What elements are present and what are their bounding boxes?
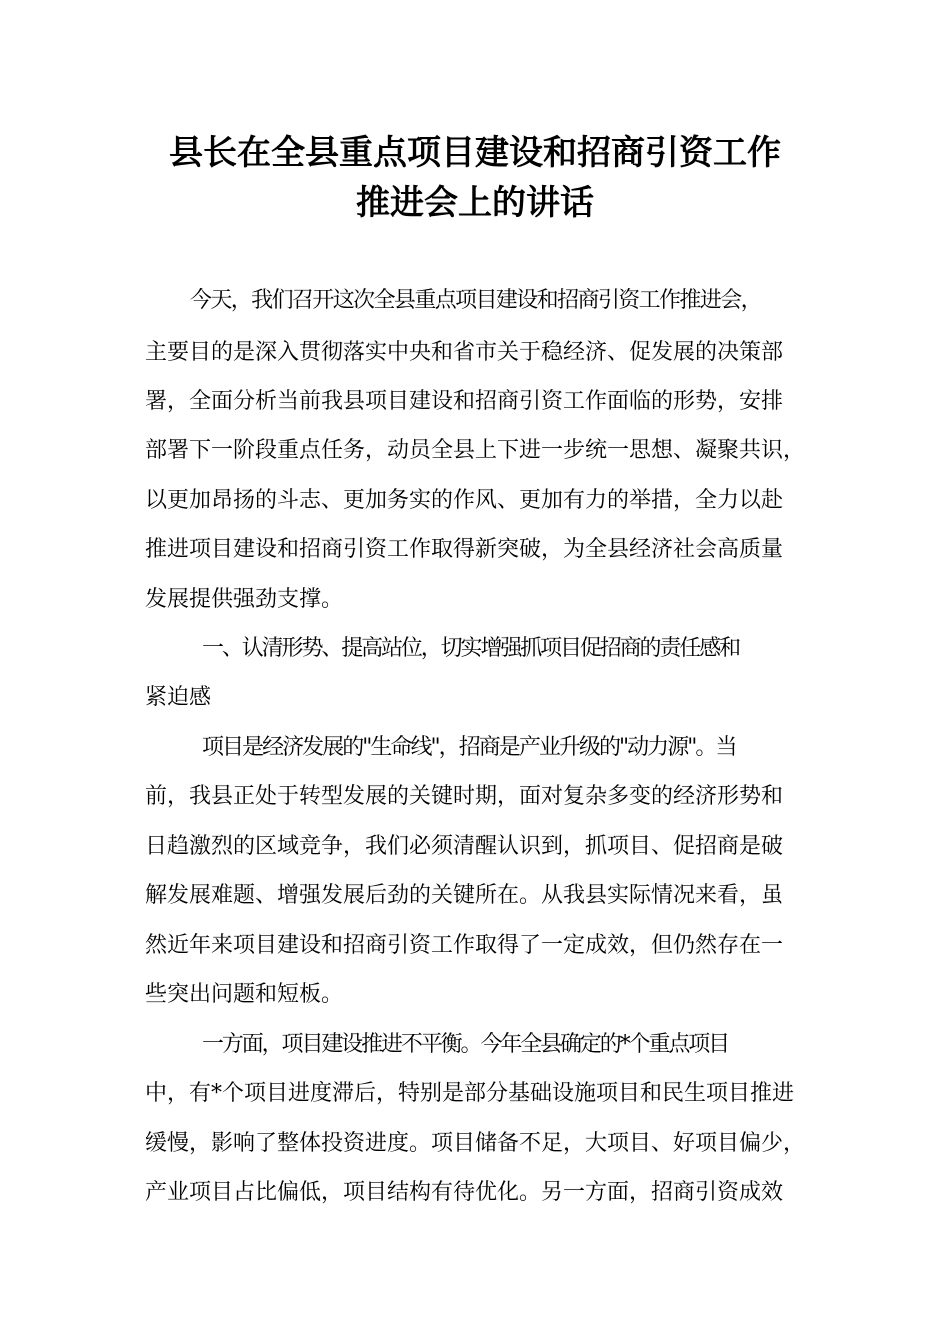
body-line-15: 中，有*个项目进度滞后，特别是部分基础设施项目和民生项目推进 xyxy=(145,1081,795,1106)
body-line-11: 解发展难题、增强发展后劲的关键所在。从我县实际情况来看，虽 xyxy=(145,883,784,908)
body-line-16: 缓慢，影响了整体投资进度。项目储备不足，大项目、好项目偏少， xyxy=(145,1131,806,1156)
body-line-6: 推进项目建设和招商引资工作取得新突破，为全县经济社会高质量 xyxy=(145,537,784,562)
body-line-9: 前，我县正处于转型发展的关键时期，面对复杂多变的经济形势和 xyxy=(145,784,784,809)
body-line-3: 署，全面分析当前我县项目建设和招商引资工作面临的形势，安排 xyxy=(145,389,784,414)
body-line-8: 项目是经济发展的"生命线"，招商是产业升级的"动力源"。当 xyxy=(202,735,736,760)
section-heading-line-1: 一、认清形势、提高站位，切实增强抓项目促招商的责任感和 xyxy=(202,636,740,661)
body-line-14: 一方面，项目建设推进不平衡。今年全县确定的*个重点项目 xyxy=(202,1032,729,1057)
body-line-2: 主要目的是深入贯彻落实中央和省市关于稳经济、促发展的决策部 xyxy=(145,340,784,365)
body-line-12: 然近年来项目建设和招商引资工作取得了一定成效，但仍然存在一 xyxy=(145,933,784,958)
document-title-line-2: 推进会上的讲话 xyxy=(356,183,594,223)
document-title-line-1: 县长在全县重点项目建设和招商引资工作 xyxy=(169,133,781,173)
body-line-4: 部署下一阶段重点任务，动员全县上下进一步统一思想、凝聚共识， xyxy=(145,438,806,463)
body-line-10: 日趋激烈的区域竞争，我们必须清醒认识到，抓项目、促招商是破 xyxy=(145,834,784,859)
body-line-5: 以更加昂扬的斗志、更加务实的作风、更加有力的举措，全力以赴 xyxy=(145,488,784,513)
body-line-7: 发展提供强劲支撑。 xyxy=(145,587,344,612)
body-line-17: 产业项目占比偏低，项目结构有待优化。另一方面，招商引资成效 xyxy=(145,1180,784,1205)
body-line-1: 今天，我们召开这次全县重点项目建设和招商引资工作推进会， xyxy=(190,288,762,313)
body-line-13: 些突出问题和短板。 xyxy=(145,982,344,1007)
section-heading-line-2: 紧迫感 xyxy=(145,685,212,710)
